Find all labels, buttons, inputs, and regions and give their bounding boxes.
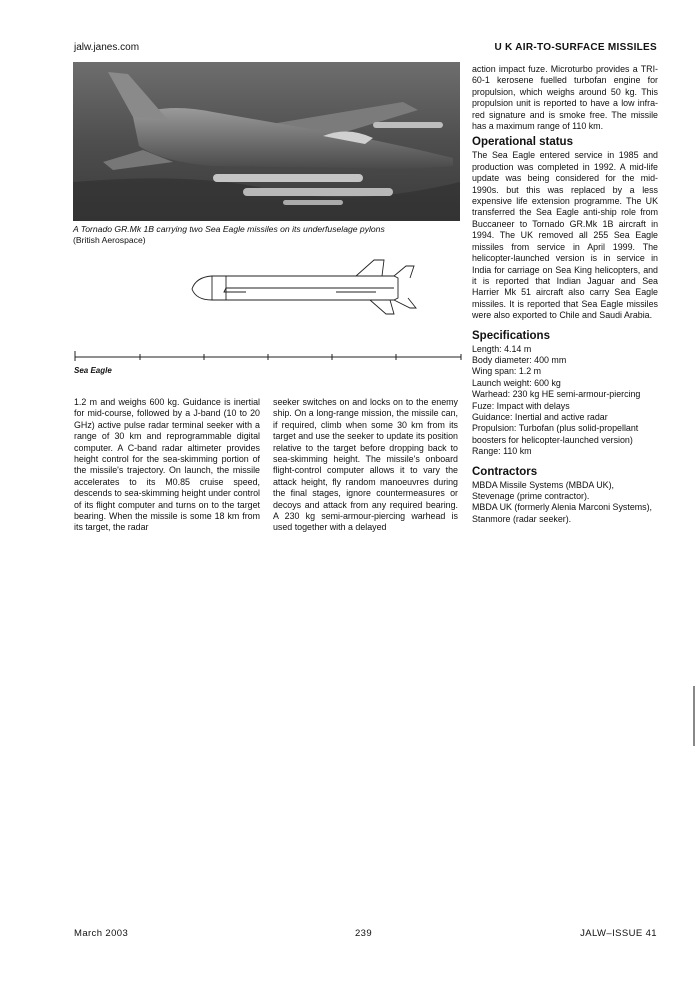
tornado-photo-image	[73, 62, 460, 221]
missile-diagram	[186, 256, 426, 316]
contractors-list	[472, 480, 658, 526]
operational-status-text: The Sea Eagle entered service in 1985 and production was completed in 1992. A mid-life update was being considered for the mid-1990s. but this was replaced by a less expensive life extension programme. The UK transferred the Sea Eagle anti-ship role from Buccaneer to Tornado GR.Mk 1B aircraft in 1994. The UK removed all 255 Sea Eagle missiles from service in April 1999. The helicopter-launched version is in service in India for carriage on Sea King helicopters, and it is reported that Indian Jaguar and Sea Harrier Mk 51 aircraft also carry Sea Eagle missiles. It is reported that Sea Eagle missiles were also exported to Chile and Saudi Arabia.	[472, 150, 658, 321]
page-edge-mark	[693, 686, 695, 746]
contractor-entry: MBDA UK (formerly Alenia Marconi Systems), Stanmore (radar seeker).	[472, 502, 653, 524]
spec-line: Propulsion: Turbofan (plus solid-propellant boosters for helicopter-launched version)	[472, 423, 639, 445]
diagram-label: Sea Eagle	[74, 366, 112, 375]
photo-caption: A Tornado GR.Mk 1B carrying two Sea Eagle missiles on its underfuselage pylons	[73, 224, 385, 234]
spec-line: Warhead: 230 kg HE semi-armour-piercing	[472, 389, 641, 400]
scale-bar-graphic	[74, 347, 462, 363]
body-paragraph: action impact fuze. Microturbo provides a TRI-60-1 kerosene fuelled turbofan engine for propulsion, which weighs around 50 kg. This propulsion unit is reported to have a low infra-red signature and is smoke free. The missile has a maximum range of 110 km.	[472, 64, 658, 132]
spec-line: Fuze: Impact with delays	[472, 400, 570, 411]
footer-issue: JALW–ISSUE 41	[580, 928, 657, 939]
footer-date: March 2003	[74, 928, 129, 939]
contractors-heading: Contractors	[472, 465, 538, 478]
header-site: jalw.janes.com	[74, 42, 140, 53]
header-section: U K AIR-TO-SURFACE MISSILES	[494, 42, 657, 53]
scale-bar	[74, 347, 462, 363]
photo-credit: (British Aerospace)	[73, 235, 146, 245]
specifications-list	[472, 344, 658, 458]
spec-line: Guidance: Inertial and active radar	[472, 411, 608, 422]
operational-status-heading: Operational status	[472, 136, 573, 149]
spec-line: Length: 4.14 m	[472, 343, 532, 354]
spec-line: Wing span: 1.2 m	[472, 366, 542, 377]
body-column-1	[74, 397, 260, 534]
body-column-2	[273, 397, 458, 534]
body-paragraph: 1.2 m and weighs 600 kg. Guidance is inertial for mid-course, followed by a J-band (10 to 20 GHz) active pulse radar terminal seeker with a range of 30 km and reprogrammable digital computer. A C-band radar altimeter provides height control for the sea-skimming portion of the missile's trajectory. On launch, the missile accelerates to its M0.85 cruise speed, descends to sea-skimming height under control of its flight computer and turns on to the target bearing. When the missile is some 18 km from its target, the radar	[74, 397, 260, 533]
footer-page-number: 239	[355, 928, 373, 939]
specifications-heading: Specifications	[472, 329, 550, 342]
aircraft-photo	[73, 62, 460, 221]
spec-line: Body diameter: 400 mm	[472, 354, 567, 365]
body-column-3	[472, 64, 658, 525]
body-paragraph: seeker switches on and locks on to the enemy ship. On a long-range mission, the missile can, if required, climb when some 30 km from its target and use the seeker to update its position relative to the target before dropping back to sea-skimming height. The missile's onboard flight-control computer allows it to vary the attack height, fly random manoeuvres during the final stages, ignore countermeasures or decoys and attack from any required bearing. A 230 kg semi-armour-piercing warhead is used together with a delayed	[273, 397, 458, 533]
spec-line: Range: 110 km	[472, 446, 532, 457]
contractor-entry: MBDA Missile Systems (MBDA UK), Stevenage (prime contractor).	[472, 479, 615, 501]
spec-line: Launch weight: 600 kg	[472, 377, 561, 388]
sea-eagle-drawing	[186, 256, 426, 316]
photo-caption-block	[73, 224, 463, 246]
